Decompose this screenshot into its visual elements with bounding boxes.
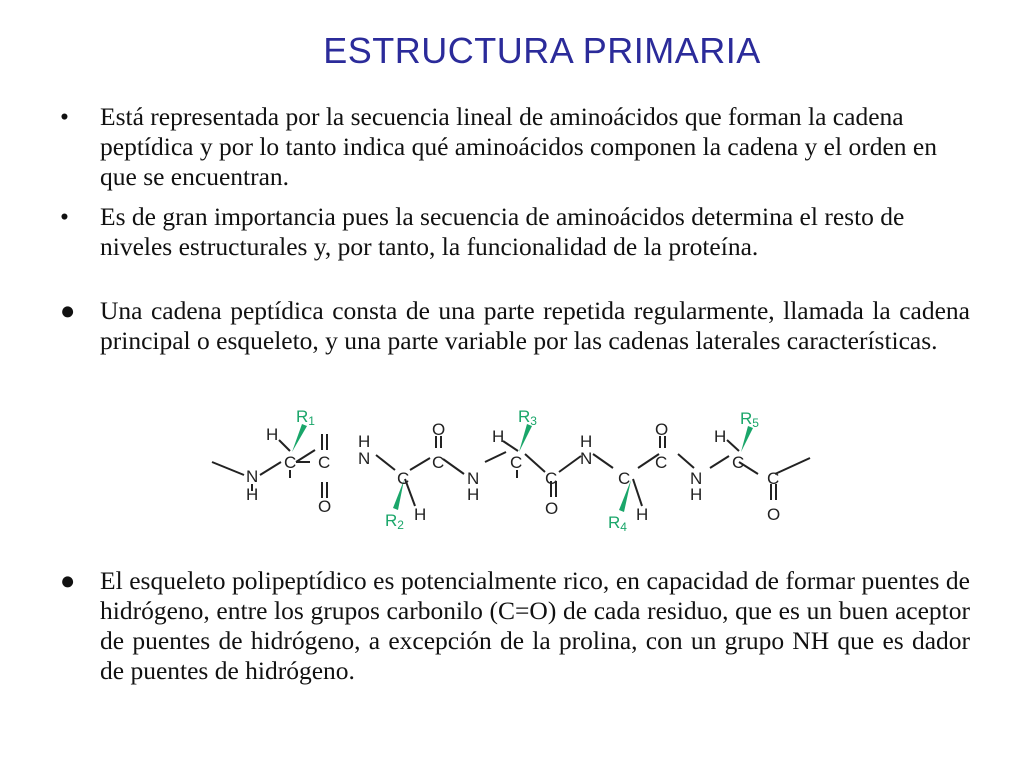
atom-h: H [492,427,505,446]
side-chain-r1: R1 [296,407,315,428]
atom-h: H [414,505,427,524]
atom-n: N [467,469,480,488]
atom-h: H [580,432,593,451]
bullet-text: Una cadena peptídica consta de una parte repetida regularmente, llamada la cadena principal o esqueleto, y una parte variable por las cadenas laterales características. [100,296,970,355]
atom-h: H [246,485,259,504]
atom-h: H [714,427,727,446]
atom-h: H [467,485,480,504]
atom-c: C [732,453,745,472]
bullet-item-1 [60,102,970,192]
peptide-chain-diagram [200,402,820,537]
atom-n: N [690,469,703,488]
side-chain-r3: R3 [518,407,537,428]
bullet-item-2 [60,202,970,262]
atom-c: C [767,469,780,488]
atom-n: N [358,449,371,468]
atom-o: O [318,497,332,516]
bullet-marker: • [60,102,69,131]
atom-c: C [397,469,410,488]
atom-h: H [266,425,279,444]
bullet-item-3 [60,296,970,356]
atom-h: H [358,432,371,451]
bullet-marker: • [60,202,69,231]
atom-c: C [655,453,668,472]
atom-c: C [318,453,331,472]
bullet-marker: ● [60,566,76,595]
atom-o: O [655,420,669,439]
side-chain-r4: R4 [608,513,627,534]
atom-c: C [618,469,631,488]
atom-o: O [545,499,559,518]
atom-h: H [690,485,703,504]
atom-n: N [246,467,259,486]
slide-title: ESTRUCTURA PRIMARIA [323,30,761,71]
atom-o: O [432,420,446,439]
atom-n: N [580,449,593,468]
atom-o: O [767,505,781,524]
atom-h: H [636,505,649,524]
bullet-text: Está representada por la secuencia lineal de aminoácidos que forman la cadena peptídica y por lo tanto indica qué aminoácidos componen la cadena y el orden en que se encuentran. [100,102,937,191]
side-chain-r2: R2 [385,511,404,532]
side-chain-r5: R5 [740,409,759,430]
atom-c: C [545,469,558,488]
atom-c: C [284,453,297,472]
atom-c: C [432,453,445,472]
bullet-text: El esqueleto polipeptídico es potencialmente rico, en capacidad de formar puentes de hidrógeno, entre los grupos carbonilo (C=O) de cada residuo, que es un buen aceptor de puentes de hidrógeno, a excepción de la prolina, con un grupo NH que es dador de puentes de hidrógeno. [100,566,970,685]
bullet-item-4 [60,566,970,686]
bullet-text: Es de gran importancia pues la secuencia de aminoácidos determina el resto de niveles estructurales y, por tanto, la funcionalidad de la proteína. [100,202,905,261]
atom-c: C [510,453,523,472]
bullet-marker: ● [60,296,76,325]
